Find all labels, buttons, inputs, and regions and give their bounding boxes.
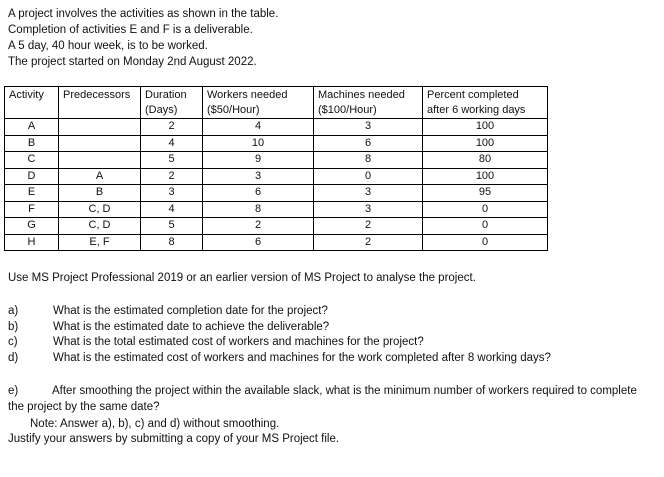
cell-workers: 8 <box>203 201 314 218</box>
question-text: What is the estimated completion date for the project? <box>53 305 328 317</box>
cell-activity: E <box>5 185 59 202</box>
cell-duration: 5 <box>141 218 203 235</box>
cell-workers: 10 <box>203 135 314 152</box>
intro-text <box>8 6 278 70</box>
cell-percent: 80 <box>423 152 548 169</box>
cell-predecessors: B <box>59 185 141 202</box>
cell-activity: G <box>5 218 59 235</box>
cell-machines: 8 <box>314 152 423 169</box>
table-row <box>5 152 548 169</box>
header-duration: Duration (Days) <box>141 87 203 119</box>
table-row <box>5 119 548 136</box>
header-workers: Workers needed ($50/Hour) <box>203 87 314 119</box>
question-label: a) <box>8 305 19 317</box>
question-text: What is the estimated cost of workers and machines for the work completed after 8 working days? <box>53 351 551 364</box>
activities-table <box>4 86 548 251</box>
table-row <box>5 168 548 185</box>
cell-workers: 9 <box>203 152 314 169</box>
cell-activity: A <box>5 119 59 136</box>
cell-workers: 2 <box>203 218 314 235</box>
question-a <box>8 304 551 320</box>
cell-activity: H <box>5 234 59 251</box>
table-row <box>5 135 548 152</box>
cell-percent: 100 <box>423 135 548 152</box>
cell-activity: C <box>5 152 59 169</box>
cell-percent: 100 <box>423 119 548 136</box>
cell-percent: 100 <box>423 168 548 185</box>
question-label: c) <box>8 336 18 348</box>
cell-workers: 6 <box>203 185 314 202</box>
justify-text: Justify your answers by submitting a copy of your MS Project file. <box>8 433 340 445</box>
intro-line-2: Completion of activities E and F is a deliverable. <box>8 24 253 36</box>
cell-machines: 2 <box>314 234 423 251</box>
intro-line-4: The project started on Monday 2nd August 2022. <box>8 56 257 68</box>
intro-line-1: A project involves the activities as shown in the table. <box>8 8 279 20</box>
cell-machines: 2 <box>314 218 423 235</box>
cell-machines: 3 <box>314 185 423 202</box>
cell-duration: 8 <box>141 234 203 251</box>
cell-duration: 2 <box>141 119 203 136</box>
cell-predecessors <box>59 119 141 136</box>
header-machines: Machines needed ($100/Hour) <box>314 87 423 119</box>
question-c <box>8 335 551 351</box>
note-text: Note: Answer a), b), c) and d) without smoothing. <box>30 418 280 430</box>
cell-predecessors <box>59 152 141 169</box>
question-label: b) <box>8 320 19 333</box>
cell-percent: 0 <box>423 201 548 218</box>
cell-percent: 95 <box>423 185 548 202</box>
header-percent: Percent completed after 6 working days <box>423 87 548 119</box>
table-row <box>5 185 548 202</box>
cell-workers: 3 <box>203 168 314 185</box>
intro-line-3: A 5 day, 40 hour week, is to be worked. <box>8 40 208 52</box>
question-label: e) <box>8 385 19 397</box>
cell-workers: 6 <box>203 234 314 251</box>
header-predecessors: Predecessors <box>59 87 141 119</box>
cell-duration: 3 <box>141 185 203 202</box>
question-label: d) <box>8 351 19 364</box>
cell-duration: 5 <box>141 152 203 169</box>
cell-duration: 2 <box>141 168 203 185</box>
table-row <box>5 218 548 235</box>
question-text: What is the estimated date to achieve the deliverable? <box>53 320 330 333</box>
cell-activity: B <box>5 135 59 152</box>
cell-percent: 0 <box>423 218 548 235</box>
cell-percent: 0 <box>423 234 548 251</box>
cell-machines: 3 <box>314 119 423 136</box>
cell-duration: 4 <box>141 201 203 218</box>
cell-predecessors: C, D <box>59 218 141 235</box>
instruction-text: Use MS Project Professional 2019 or an earlier version of MS Project to analyse the project. <box>8 272 476 284</box>
cell-predecessors <box>59 135 141 152</box>
question-e <box>8 384 648 415</box>
cell-machines: 6 <box>314 135 423 152</box>
question-text: After smoothing the project within the available slack, what is the minimum number of workers required to complete the project by the same date? <box>8 385 637 413</box>
table-header-row <box>5 87 548 119</box>
question-list <box>8 304 551 366</box>
cell-workers: 4 <box>203 119 314 136</box>
cell-predecessors: C, D <box>59 201 141 218</box>
table-row <box>5 201 548 218</box>
cell-machines: 3 <box>314 201 423 218</box>
cell-predecessors: E, F <box>59 234 141 251</box>
question-d <box>8 351 551 367</box>
cell-machines: 0 <box>314 168 423 185</box>
cell-duration: 4 <box>141 135 203 152</box>
cell-predecessors: A <box>59 168 141 185</box>
cell-activity: D <box>5 168 59 185</box>
question-text: What is the total estimated cost of workers and machines for the project? <box>53 336 424 348</box>
table-row <box>5 234 548 251</box>
cell-activity: F <box>5 201 59 218</box>
question-b <box>8 320 551 336</box>
header-activity: Activity <box>5 87 59 119</box>
